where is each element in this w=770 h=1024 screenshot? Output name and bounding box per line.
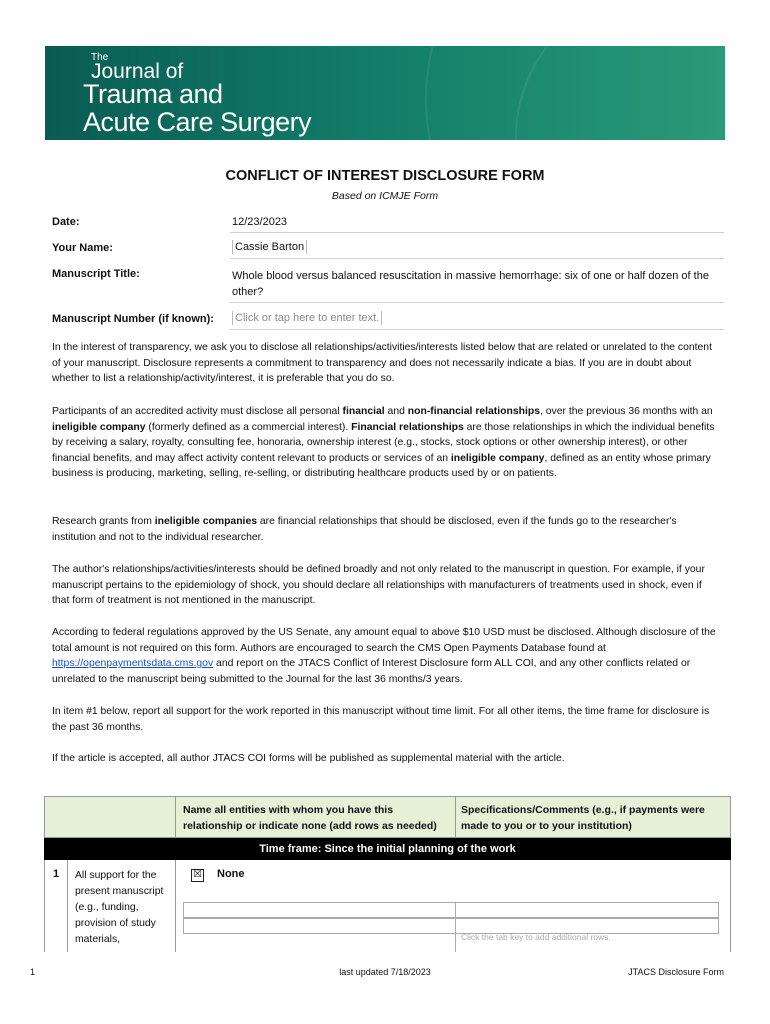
entity-input-row[interactable] bbox=[183, 902, 719, 918]
participants-paragraph: Participants of an accredited activity must disclose all personal financial and non-financial relationships, over the previous 36 months with an ineligible company (formerly defined as a commercial interest). Financial relationships are those relationships in which the individual benefits by receiving a salary, royalty, consulting fee, honoraria, ownership interest (e.g., stocks, stock options or other ownership interest), or other financial benefits, and may affect activity content relevant to products or services of an ineligible company, defined as an entity whose primary business is producing, marketing, selling, re-selling, or distributing healthcare products used by or on patients. bbox=[52, 406, 715, 480]
banner-decoration bbox=[515, 46, 725, 140]
relationships-paragraph: The author's relationships/activities/interests should be defined broadly and not only related to the manuscript in question. For example, if your manuscript pertains to the epidemiology of shock, you should declare all relationships with manufacturers of treatments used in shock, even if that form of treatment is not mentioned in the manuscript. bbox=[52, 564, 705, 607]
open-payments-link[interactable]: https://openpaymentsdata.cms.gov bbox=[52, 658, 214, 670]
manuscript-number-label: Manuscript Number (if known): bbox=[52, 313, 214, 325]
manuscript-title-field[interactable]: Whole blood versus balanced resuscitation in massive hemorrhage: six of one or half dozen of the other? bbox=[232, 270, 709, 298]
form-title: CONFLICT OF INTEREST DISCLOSURE FORM bbox=[225, 168, 545, 184]
date-label: Date: bbox=[52, 216, 80, 228]
journal-name-line1: Journal of bbox=[91, 60, 184, 83]
add-rows-hint: Click the tab key to add additional rows. bbox=[461, 932, 611, 942]
journal-name-the: The bbox=[91, 52, 109, 63]
page-number: 1 bbox=[30, 967, 36, 977]
intro-paragraph: In the interest of transparency, we ask you to disclose all relationships/activities/interests listed below that are related or unrelated to the content of your manuscript. Disclosure represents a commitment to transparency and does not necessarily indicate a bias. If you are in doubt about whether to list a relationship/activity/interest, it is preferable that you do so. bbox=[52, 342, 712, 385]
manuscript-title-label: Manuscript Title: bbox=[52, 268, 140, 280]
form-name: JTACS Disclosure Form bbox=[628, 967, 724, 977]
column-divider bbox=[67, 860, 68, 952]
row-number: 1 bbox=[53, 868, 60, 880]
column-divider bbox=[455, 902, 456, 952]
none-checkbox[interactable]: ☒ bbox=[191, 869, 204, 882]
row-description: All support for the present manuscript (e.g., funding, provision of study materials, bbox=[75, 870, 164, 945]
timeframe-band: Time frame: Since the initial planning of the work bbox=[44, 838, 731, 860]
field-divider bbox=[230, 258, 724, 259]
manuscript-number-field[interactable]: Click or tap here to enter text. bbox=[232, 311, 382, 325]
last-updated: last updated 7/18/2023 bbox=[339, 967, 431, 977]
form-subtitle: Based on ICMJE Form bbox=[331, 190, 439, 202]
name-label: Your Name: bbox=[52, 242, 113, 254]
column-divider bbox=[175, 860, 176, 952]
table-row bbox=[44, 860, 731, 952]
header-specifications: Specifications/Comments (e.g., if payments were made to you or to your institution) bbox=[461, 804, 705, 832]
time-frame-paragraph: In item #1 below, report all support for the work reported in this manuscript without time limit. For all other items, the time frame for disclosure is the past 36 months. bbox=[52, 706, 710, 733]
regulations-paragraph: According to federal regulations approved by the US Senate, any amount equal to above $10 USD must be disclosed. Although disclosure of the total amount is not required on this form. Authors are encouraged to search the CMS Open Payments Database found at https://openpaymentsdata.cms.gov and report on the JTACS Conflict of Interest Disclosure form ALL COI, and any other conflicts related or unrelated to the manuscript being submitted to the Journal for the last 36 months/3 years. bbox=[52, 627, 716, 685]
header-entities: Name all entities with whom you have this relationship or indicate none (add rows as needed) bbox=[183, 804, 437, 832]
column-divider bbox=[175, 797, 176, 839]
field-divider bbox=[230, 329, 724, 330]
journal-name-line3: Acute Care Surgery bbox=[83, 107, 312, 137]
entity-input-row[interactable] bbox=[183, 918, 719, 934]
name-field[interactable]: Cassie Barton bbox=[232, 240, 307, 254]
table-header bbox=[44, 796, 731, 838]
field-divider bbox=[230, 302, 724, 303]
journal-name-line2: Trauma and bbox=[83, 79, 223, 109]
field-divider bbox=[230, 232, 724, 233]
publication-paragraph: If the article is accepted, all author JTACS COI forms will be published as supplemental material with the article. bbox=[52, 753, 565, 764]
journal-banner bbox=[45, 46, 725, 140]
date-field[interactable]: 12/23/2023 bbox=[232, 216, 288, 228]
none-label: None bbox=[217, 868, 245, 880]
research-grants-paragraph: Research grants from ineligible companies are financial relationships that should be disclosed, even if the funds go to the researcher's institution and not to the individual researcher. bbox=[52, 516, 677, 543]
column-divider bbox=[455, 797, 456, 839]
